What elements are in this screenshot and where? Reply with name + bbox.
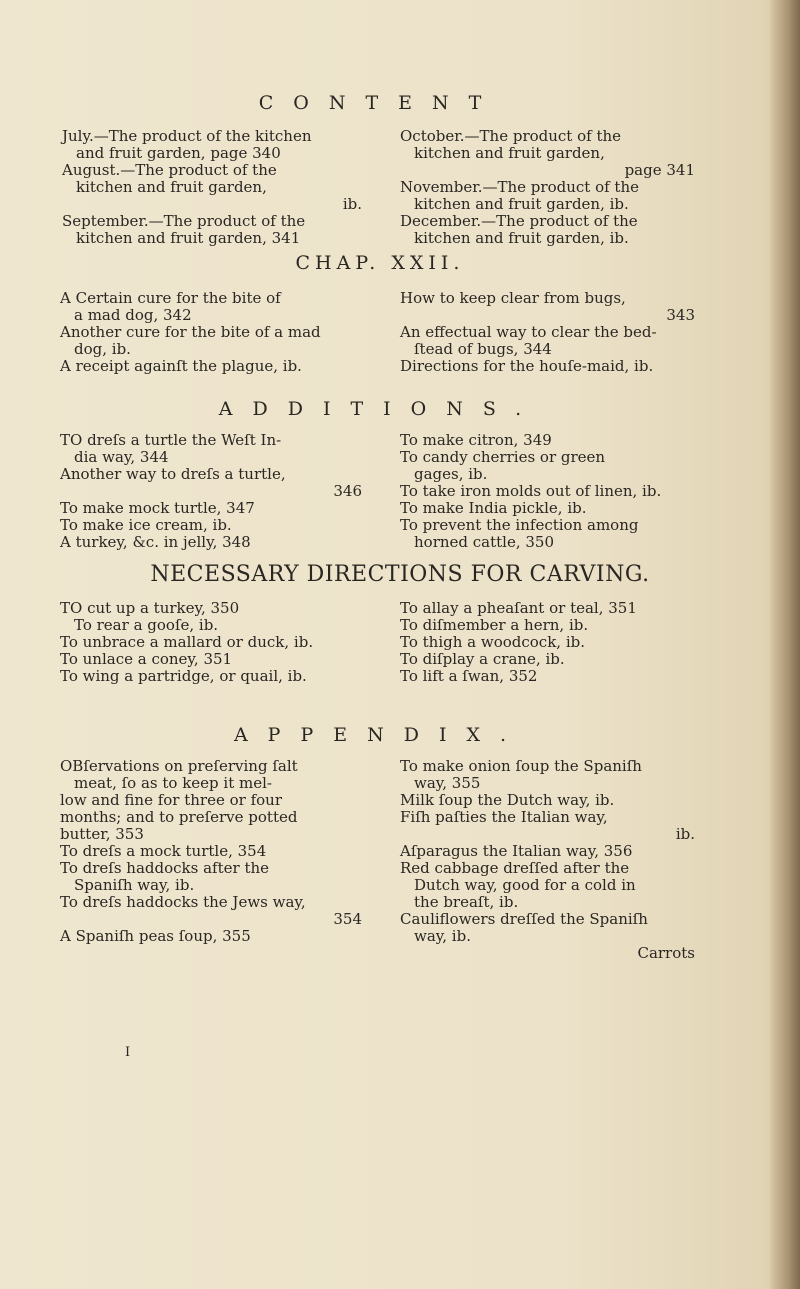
list-item: months; and to preſerve potted: [60, 808, 298, 826]
list-item: TO dreſs a turtle the Weſt In-: [60, 431, 282, 449]
list-item: November.—The product of the: [400, 178, 639, 196]
carving-right-column: [400, 600, 695, 685]
list-item: A receipt againſt the plague, ib.: [60, 357, 302, 375]
list-item: horned cattle, 350: [414, 533, 555, 551]
list-item: To make mock turtle, 347: [60, 499, 255, 517]
list-item: Dutch way, good for a cold in: [414, 876, 636, 894]
carving-left-column: [60, 600, 362, 685]
list-item: To prevent the infection among: [400, 516, 639, 534]
list-item: To dreſs haddocks the Jews way,: [60, 893, 306, 911]
list-item: ib.: [342, 195, 362, 213]
list-item: 346: [333, 482, 362, 500]
list-item: Red cabbage dreſſed after the: [400, 859, 630, 877]
list-item: Another cure for the bite of a mad: [60, 323, 321, 341]
list-item: July.—The product of the kitchen: [62, 127, 312, 145]
list-item: September.—The product of the: [62, 212, 306, 230]
list-item: Aſparagus the Italian way, 356: [400, 842, 633, 860]
appendix-left-column: [60, 758, 362, 945]
list-item: Cauliflowers dreſſed the Spaniſh: [400, 910, 648, 928]
list-item: way, ib.: [414, 927, 471, 945]
list-item: gages, ib.: [414, 465, 488, 483]
list-item: December.—The product of the: [400, 212, 638, 230]
list-item: Milk ſoup the Dutch way, ib.: [400, 791, 615, 809]
list-item: low and fine for three or four: [60, 791, 283, 809]
list-item: To unbrace a mallard or duck, ib.: [60, 633, 314, 651]
list-item: kitchen and fruit garden,: [414, 144, 605, 162]
list-item: To make onion ſoup the Spaniſh: [400, 757, 642, 775]
appendix-heading: APPENDIX.: [233, 724, 527, 746]
signature-mark: I: [125, 1045, 131, 1060]
list-item: A Certain cure for the bite of: [60, 289, 281, 307]
list-item: To unlace a coney, 351: [60, 650, 233, 668]
list-item: the breaſt, ib.: [414, 893, 519, 911]
additions-right-column: [400, 432, 695, 551]
additions-left-column: [60, 432, 362, 551]
list-item: way, 355: [414, 774, 481, 792]
chapter-left-column: [60, 290, 362, 375]
appendix-right-column: [400, 758, 695, 962]
list-item: To allay a pheaſant or teal, 351: [400, 599, 637, 617]
list-item: To candy cherries or green: [400, 448, 606, 466]
list-item: An effectual way to clear the bed-: [400, 323, 657, 341]
list-item: A turkey, &c. in jelly, 348: [60, 533, 251, 551]
months-right-column: [400, 128, 695, 247]
list-item: Directions for the houſe-maid, ib.: [400, 357, 654, 375]
list-item: October.—The product of the: [400, 127, 622, 145]
list-item: To rear a gooſe, ib.: [74, 616, 219, 634]
list-item: OBſervations on preſerving ſalt: [60, 757, 298, 775]
list-item: To dreſs haddocks after the: [60, 859, 270, 877]
list-item: To make India pickle, ib.: [400, 499, 587, 517]
list-item: August.—The product of the: [62, 161, 277, 179]
list-item: kitchen and fruit garden,: [76, 178, 267, 196]
chapter-right-column: [400, 290, 695, 375]
list-item: To dreſs a mock turtle, 354: [60, 842, 267, 860]
list-item: dog, ib.: [74, 340, 131, 358]
chapter-heading: CHAP. XXII.: [295, 252, 465, 274]
list-item: ſtead of bugs, 344: [414, 340, 552, 358]
list-item: butter, 353: [60, 825, 144, 843]
list-item: How to keep clear from bugs,: [400, 289, 626, 307]
list-item: Fiſh paſties the Italian way,: [400, 808, 608, 826]
list-item: To thigh a woodcock, ib.: [400, 633, 585, 651]
list-item: kitchen and fruit garden, 341: [76, 229, 301, 247]
list-item: TO cut up a turkey, 350: [60, 599, 240, 617]
list-item: To wing a partridge, or quail, ib.: [60, 667, 307, 685]
list-item: a mad dog, 342: [74, 306, 192, 324]
additions-heading: ADDITIONS.: [218, 398, 542, 420]
list-item: To diſplay a crane, ib.: [400, 650, 565, 668]
list-item: dia way, 344: [74, 448, 169, 466]
list-item: Another way to dreſs a turtle,: [60, 465, 286, 483]
list-item: ib.: [675, 825, 695, 843]
list-item: meat, ſo as to keep it mel-: [74, 774, 272, 792]
catchword: Carrots: [637, 944, 695, 962]
list-item: 343: [666, 306, 695, 324]
list-item: and fruit garden, page 340: [76, 144, 281, 162]
list-item: To make citron, 349: [400, 431, 552, 449]
list-item: To make ice cream, ib.: [60, 516, 232, 534]
list-item: A Spaniſh peas ſoup, 355: [60, 927, 251, 945]
list-item: To lift a ſwan, 352: [400, 667, 538, 685]
contents-heading: CONTENT: [258, 92, 502, 114]
list-item: page 341: [624, 161, 695, 179]
months-left-column: [62, 128, 362, 247]
list-item: 354: [333, 910, 362, 928]
list-item: kitchen and fruit garden, ib.: [414, 195, 629, 213]
list-item: To diſmember a hern, ib.: [400, 616, 589, 634]
list-item: To take iron molds out of linen, ib.: [400, 482, 662, 500]
list-item: kitchen and fruit garden, ib.: [414, 229, 629, 247]
list-item: Spaniſh way, ib.: [74, 876, 195, 894]
carving-heading: NECESSARY DIRECTIONS FOR CARVING.: [150, 562, 650, 587]
page-edge-shadow: [770, 0, 800, 1289]
